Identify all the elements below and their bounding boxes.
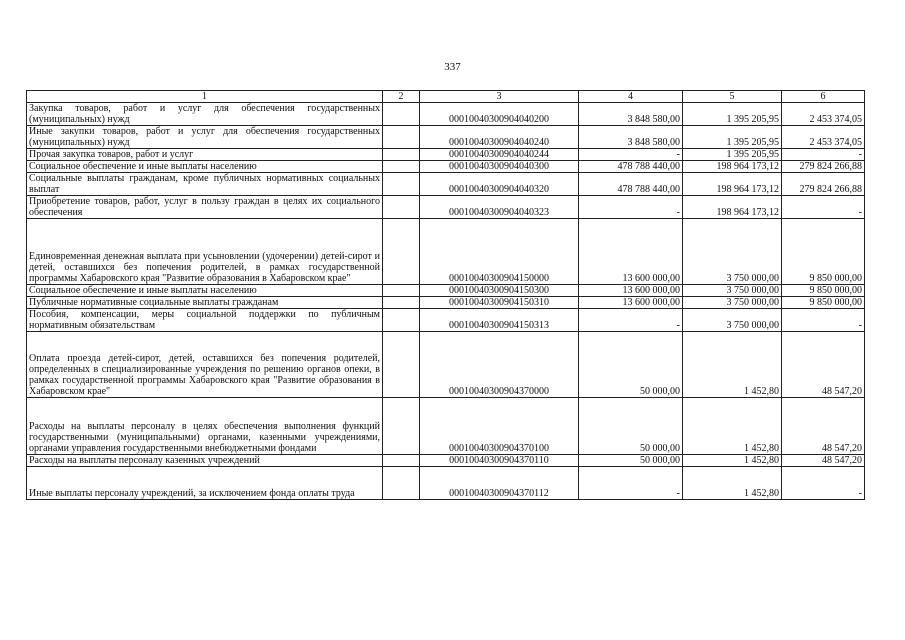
row-code-cell: 00010040300904040244: [420, 149, 579, 161]
row-col2-cell: [383, 196, 420, 219]
row-value-6-cell: 279 824 266,88: [782, 161, 865, 173]
table-row: [27, 297, 865, 309]
row-col2-cell: [383, 285, 420, 297]
row-col2-cell: [383, 126, 420, 149]
row-value-5-cell: 3 750 000,00: [683, 297, 782, 309]
table-row: [27, 173, 865, 196]
row-value-4-cell: 50 000,00: [579, 455, 683, 467]
row-value-5-cell: 198 964 173,12: [683, 196, 782, 219]
row-name-cell: Оплата проезда детей-сирот, детей, оставшихся без попечения родителей, определенных в специализированные учреждения по решению органов опеки, в рамках государственной программы Хабаровского края "Развитие образования в Хабаровском крае": [27, 332, 383, 398]
row-value-5-cell: 3 750 000,00: [683, 309, 782, 332]
row-name-cell: Единовременная денежная выплата при усыновлении (удочерении) детей-сирот и детей, оставшихся без попечения родителей, в рамках государственной программы Хабаровского края "Развитие образования в Хабаровском крае": [27, 219, 383, 285]
row-value-4-cell: 13 600 000,00: [579, 285, 683, 297]
row-value-6-cell: 9 850 000,00: [782, 219, 865, 285]
row-value-5-cell: 198 964 173,12: [683, 161, 782, 173]
row-name-cell: Социальное обеспечение и иные выплаты населению: [27, 285, 383, 297]
row-value-4-cell: 478 788 440,00: [579, 173, 683, 196]
row-value-5-cell: 1 395 205,95: [683, 103, 782, 126]
row-value-4-cell: 50 000,00: [579, 332, 683, 398]
table-row: [27, 332, 865, 398]
column-header: 5: [683, 91, 782, 103]
row-value-6-cell: 48 547,20: [782, 332, 865, 398]
row-value-5-cell: 198 964 173,12: [683, 173, 782, 196]
row-name-cell: Публичные нормативные социальные выплаты гражданам: [27, 297, 383, 309]
column-header: 4: [579, 91, 683, 103]
column-header: 2: [383, 91, 420, 103]
row-name-cell: Социальное обеспечение и иные выплаты населению: [27, 161, 383, 173]
table-row: [27, 309, 865, 332]
row-col2-cell: [383, 467, 420, 500]
row-value-6-cell: 48 547,20: [782, 398, 865, 455]
row-value-6-cell: -: [782, 467, 865, 500]
row-code-cell: 00010040300904150300: [420, 285, 579, 297]
row-value-4-cell: 3 848 580,00: [579, 103, 683, 126]
row-value-5-cell: 1 395 205,95: [683, 126, 782, 149]
row-name-cell: Приобретение товаров, работ, услуг в пользу граждан в целях их социального обеспечения: [27, 196, 383, 219]
row-col2-cell: [383, 309, 420, 332]
row-value-6-cell: -: [782, 196, 865, 219]
row-value-5-cell: 1 452,80: [683, 455, 782, 467]
row-col2-cell: [383, 173, 420, 196]
row-name-cell: Пособия, компенсации, меры социальной поддержки по публичным нормативным обязательствам: [27, 309, 383, 332]
row-value-6-cell: 279 824 266,88: [782, 173, 865, 196]
row-value-4-cell: 3 848 580,00: [579, 126, 683, 149]
table-row: [27, 467, 865, 500]
row-code-cell: 00010040300904150313: [420, 309, 579, 332]
row-code-cell: 00010040300904040200: [420, 103, 579, 126]
row-code-cell: 00010040300904150310: [420, 297, 579, 309]
table-row: [27, 455, 865, 467]
page-number: 337: [444, 61, 461, 73]
row-col2-cell: [383, 455, 420, 467]
row-code-cell: 00010040300904040300: [420, 161, 579, 173]
table-row: [27, 196, 865, 219]
table-row: [27, 149, 865, 161]
row-col2-cell: [383, 297, 420, 309]
row-col2-cell: [383, 219, 420, 285]
row-value-5-cell: 3 750 000,00: [683, 285, 782, 297]
row-name-cell: Расходы на выплаты персоналу казенных учреждений: [27, 455, 383, 467]
row-value-4-cell: -: [579, 196, 683, 219]
row-code-cell: 00010040300904370110: [420, 455, 579, 467]
table-row: [27, 126, 865, 149]
budget-table: [26, 90, 865, 500]
table-row: [27, 103, 865, 126]
row-col2-cell: [383, 103, 420, 126]
row-value-5-cell: 1 395 205,95: [683, 149, 782, 161]
row-name-cell: Иные выплаты персоналу учреждений, за исключением фонда оплаты труда: [27, 467, 383, 500]
row-value-4-cell: 13 600 000,00: [579, 219, 683, 285]
row-col2-cell: [383, 161, 420, 173]
row-value-5-cell: 1 452,80: [683, 398, 782, 455]
row-value-6-cell: -: [782, 309, 865, 332]
row-name-cell: Прочая закупка товаров, работ и услуг: [27, 149, 383, 161]
table-row: [27, 219, 865, 285]
row-code-cell: 00010040300904150000: [420, 219, 579, 285]
row-col2-cell: [383, 149, 420, 161]
row-value-4-cell: 13 600 000,00: [579, 297, 683, 309]
row-value-4-cell: -: [579, 309, 683, 332]
header-row: [27, 91, 865, 103]
row-value-5-cell: 3 750 000,00: [683, 219, 782, 285]
column-header: 3: [420, 91, 579, 103]
row-code-cell: 00010040300904370100: [420, 398, 579, 455]
row-value-6-cell: 2 453 374,05: [782, 103, 865, 126]
row-value-4-cell: -: [579, 149, 683, 161]
row-code-cell: 00010040300904370112: [420, 467, 579, 500]
row-code-cell: 00010040300904040240: [420, 126, 579, 149]
row-name-cell: Иные закупки товаров, работ и услуг для обеспечения государственных (муниципальных) нужд: [27, 126, 383, 149]
row-value-5-cell: 1 452,80: [683, 332, 782, 398]
row-value-4-cell: 50 000,00: [579, 398, 683, 455]
row-value-6-cell: 2 453 374,05: [782, 126, 865, 149]
row-col2-cell: [383, 332, 420, 398]
row-name-cell: Расходы на выплаты персоналу в целях обеспечения выполнения функций государственными (муниципальными) органами, казенными учреждениями, органами управления государственными внебюджетными фондами: [27, 398, 383, 455]
table-row: [27, 398, 865, 455]
row-col2-cell: [383, 398, 420, 455]
column-header: 1: [27, 91, 383, 103]
row-value-5-cell: 1 452,80: [683, 467, 782, 500]
row-code-cell: 00010040300904370000: [420, 332, 579, 398]
row-value-4-cell: -: [579, 467, 683, 500]
row-name-cell: Закупка товаров, работ и услуг для обеспечения государственных (муниципальных) нужд: [27, 103, 383, 126]
table-row: [27, 285, 865, 297]
row-value-4-cell: 478 788 440,00: [579, 161, 683, 173]
table-row: [27, 161, 865, 173]
row-value-6-cell: 9 850 000,00: [782, 285, 865, 297]
row-value-6-cell: 48 547,20: [782, 455, 865, 467]
row-code-cell: 00010040300904040320: [420, 173, 579, 196]
column-header: 6: [782, 91, 865, 103]
row-name-cell: Социальные выплаты гражданам, кроме публичных нормативных социальных выплат: [27, 173, 383, 196]
row-value-6-cell: -: [782, 149, 865, 161]
row-value-6-cell: 9 850 000,00: [782, 297, 865, 309]
row-code-cell: 00010040300904040323: [420, 196, 579, 219]
